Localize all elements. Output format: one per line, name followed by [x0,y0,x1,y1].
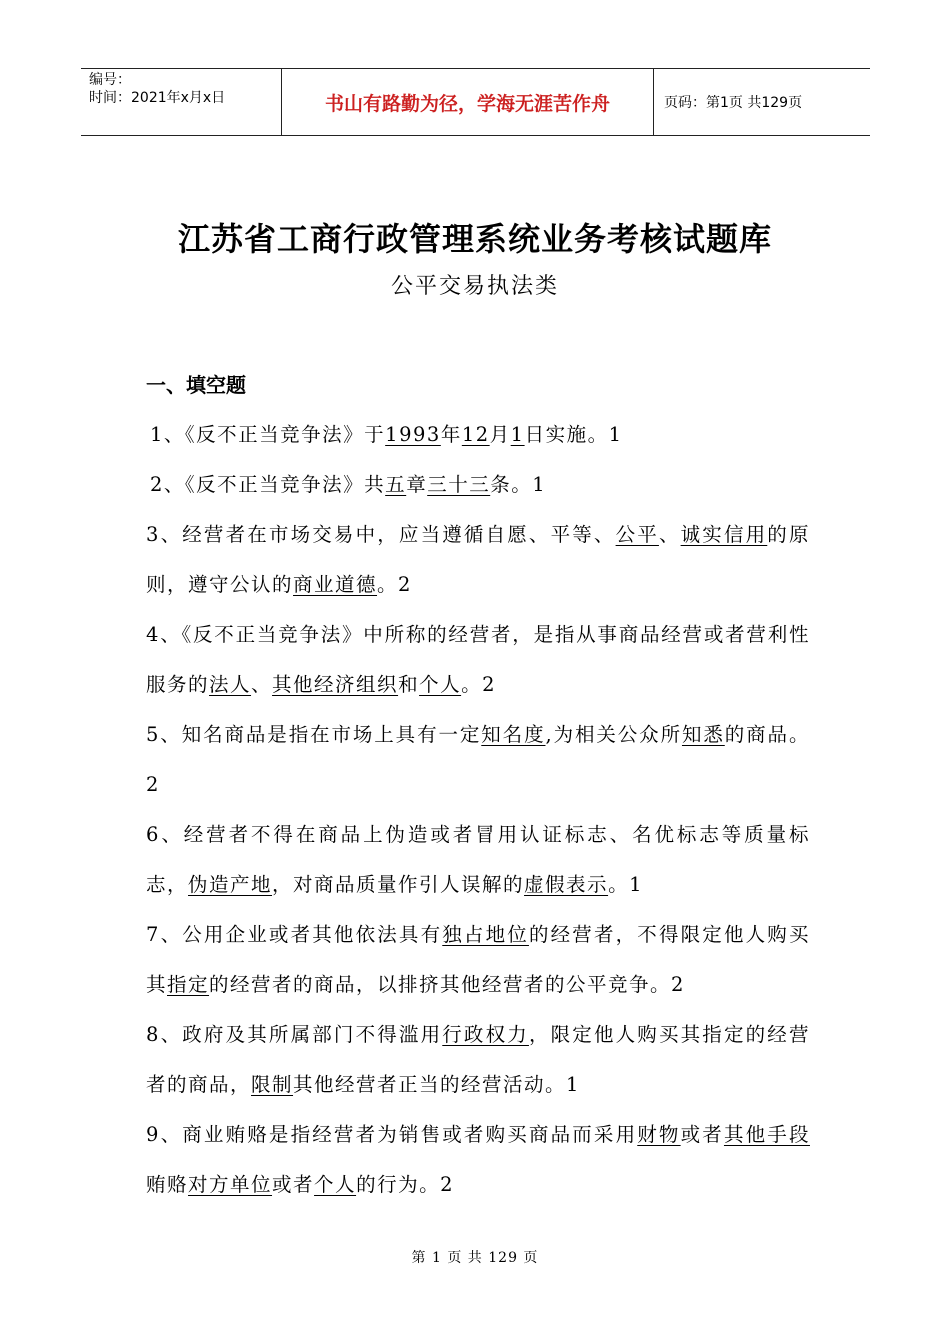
header-meta [81,69,281,135]
header-page-info: 页码：第1页 共129页 [664,95,803,111]
question-text: 1、《反不正当竞争法》于 [150,423,386,446]
question-3 [146,510,810,610]
answer-blank: 知悉 [681,723,725,746]
question-5 [146,710,810,810]
answer-blank: 三十三 [427,473,491,496]
question-8 [146,1010,810,1110]
question-text: 和 [398,673,420,696]
question-text: ，对商品质量作引人误解的 [272,873,525,896]
answer-blank: 12 [461,423,490,446]
question-text: ，限定他人购买其指定的经营者的商品， [146,1023,810,1096]
question-7 [146,910,810,1010]
question-2 [146,460,810,510]
answer-blank: 指定 [167,973,210,996]
answer-blank: 其他手段 [723,1123,810,1146]
question-text: 8、政府及其所属部门不得滥用 [146,1023,443,1046]
answer-blank: 行政权力 [442,1023,529,1046]
answer-blank: 商业道德 [293,573,378,596]
question-text: 的行为。2 [356,1173,454,1196]
question-text: 、 [658,523,681,546]
document-date: 时间：2021年x月x日 [89,90,226,106]
question-text: 其他经营者正当的经营活动。1 [293,1073,580,1096]
answer-blank: 知名度 [481,723,546,746]
document-subtitle: 公平交易执法类 [390,274,559,299]
question-text: 4、《反不正当竞争法》中所称的经营者，是指从事商品经营或者营利性服务的 [146,623,810,696]
question-text: 月 [489,423,511,446]
document-number-label: 编号： [89,72,131,88]
answer-blank: 个人 [314,1173,357,1196]
question-list [146,410,810,1210]
answer-blank: 个人 [419,673,462,696]
question-text: 。1 [608,873,643,896]
question-text: 贿赂 [146,1173,189,1196]
question-text: 3、经营者在市场交易中，应当遵循自愿、平等、 [146,523,616,546]
answer-blank: 伪造产地 [188,873,273,896]
question-6 [146,810,810,910]
question-4 [146,610,810,710]
answer-blank: 五 [385,473,407,496]
question-text: 。2 [461,673,497,696]
question-text: 条。1 [490,473,547,496]
question-text: 9、商业贿赂是指经营者为销售或者购买商品而采用 [146,1123,638,1146]
question-text: 或者 [680,1123,724,1146]
question-text: 的经营者，不得限定他人购买其 [146,923,810,996]
answer-blank: 财物 [637,1123,681,1146]
answer-blank: 其他经济组织 [272,673,399,696]
question-text: 章 [406,473,428,496]
answer-blank: 诚实信用 [680,523,768,546]
section-heading: 一、填空题 [146,373,246,397]
question-text: 或者 [272,1173,315,1196]
question-text: 的商品。2 [146,723,810,796]
page-footer: 第 1 页 共 129 页 [411,1250,539,1266]
answer-blank: 公平 [615,523,659,546]
question-text: 。2 [377,573,412,596]
header-motto: 书山有路勤为径，学海无涯苦作舟 [281,69,654,135]
question-text: 7、公用企业或者其他依法具有 [146,923,443,946]
question-1 [146,410,810,460]
question-text: 2、《反不正当竞争法》共 [150,473,386,496]
question-text: 5、知名商品是指在市场上具有一定 [146,723,482,746]
question-text: 的原则，遵守公认的 [146,523,810,596]
question-text: 年 [440,423,462,446]
question-text: ,为相关公众所 [545,723,682,746]
question-text: 、 [251,673,273,696]
question-text: 日实施。1 [524,423,623,446]
answer-blank: 1993 [385,423,441,446]
document-title: 江苏省工商行政管理系统业务考核试题库 [177,220,772,258]
answer-blank: 虚假表示 [524,873,609,896]
answer-blank: 独占地位 [442,923,529,946]
question-text: 6、经营者不得在商品上伪造或者冒用认证标志、名优标志等质量标志， [146,823,810,896]
question-9 [146,1110,810,1210]
answer-blank: 限制 [251,1073,294,1096]
question-text: 的经营者的商品，以排挤其他经营者的公平竞争。2 [209,973,685,996]
answer-blank: 法人 [209,673,252,696]
answer-blank: 1 [510,423,525,446]
answer-blank: 对方单位 [188,1173,273,1196]
document-header [81,68,870,136]
